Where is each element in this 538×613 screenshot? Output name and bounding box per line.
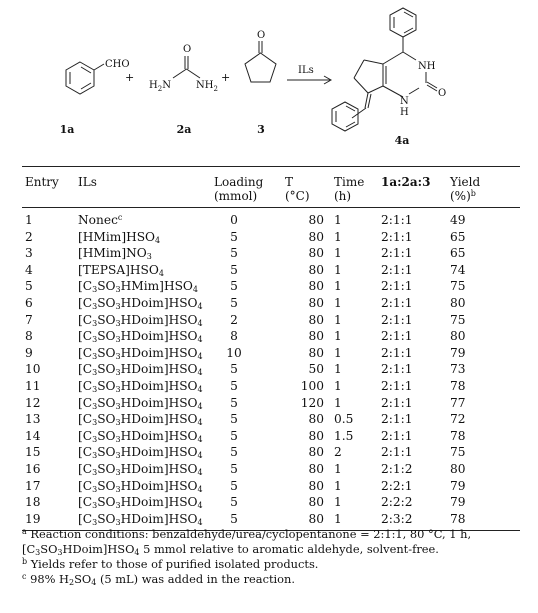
time-cell: 1 (334, 246, 342, 261)
yield-cell: 80 (450, 461, 466, 476)
header-time-unit: (h) (334, 189, 352, 203)
loading-cell: 5 (230, 511, 238, 526)
ratio-cell: 2:1:1 (381, 295, 413, 310)
ratio-cell: 2:1:1 (381, 412, 413, 427)
il-cell: $[C_3SO_3HDoim]HSO_4$ (78, 428, 203, 444)
urea-amine-right: $NH_2$ (196, 80, 218, 93)
table-row (22, 395, 520, 412)
loading-cell: 5 (230, 378, 238, 393)
table-row (22, 478, 520, 495)
reaction-scheme (0, 0, 538, 158)
ratio-cell: 2:3:2 (381, 511, 413, 526)
footnote-c-mark: c (22, 572, 27, 581)
yield-cell: 79 (450, 495, 466, 510)
table-row (22, 295, 520, 312)
cyclopentanone-structure (245, 41, 276, 82)
header-loading-unit: (mmol) (214, 189, 258, 203)
yield-cell: 72 (450, 412, 466, 427)
ratio-cell: 2:1:1 (381, 246, 413, 261)
il-cell: $[C_3SO_3HMim]HSO_4$ (78, 279, 199, 295)
il-cell: $[C_3SO_3HDoim]HSO_4$ (78, 395, 203, 411)
header-yield-label: Yield (450, 175, 481, 189)
il-cell: $[C_3SO_3HDoim]HSO_4$ (78, 312, 203, 328)
time-cell: 1 (334, 295, 342, 310)
loading-cell: 5 (230, 362, 238, 377)
il-cell: $[C_3SO_3HDoim]HSO_4$ (78, 295, 203, 311)
product-oxygen-label: O (438, 88, 447, 99)
loading-cell: 0 (230, 213, 238, 227)
table-row (22, 361, 520, 378)
entry-cell: 5 (25, 279, 33, 294)
footnote-a-mark: a (22, 527, 27, 536)
ratio-cell: 2:1:1 (381, 329, 413, 344)
compound-label-4a: 4a (394, 134, 410, 147)
time-cell: 1 (334, 495, 342, 510)
footnote-a-text: Reaction conditions: benzaldehyde/urea/cyclopentanone = 2:1:1, 80 °C, 1 h, $[C_3SO_3HDoim]HSO_4$ 5 mmol relative to aromatic aldehyde, solvent-free. (22, 527, 472, 557)
header-time-label: Time (334, 175, 365, 189)
yield-cell: 78 (450, 378, 466, 393)
il-cell: $[HMim]NO_3$ (78, 246, 152, 262)
compound-label-1a: 1a (59, 123, 75, 136)
urea-structure (173, 56, 200, 78)
il-cell: $[HMim]HSO_4$ (78, 229, 161, 245)
temperature-cell: 80 (308, 229, 324, 244)
ratio-cell: 2:1:1 (381, 378, 413, 393)
entry-cell: 6 (25, 295, 33, 310)
table-row (22, 494, 520, 511)
product-nh-label: NH (418, 61, 436, 72)
header-ratio: 1a:2a:3 (381, 175, 431, 189)
il-cell: $[C_3SO_3HDoim]HSO_4$ (78, 478, 203, 494)
entry-cell: 12 (25, 395, 41, 410)
yield-cell: 80 (450, 329, 466, 344)
entry-cell: 19 (25, 511, 41, 526)
header-entry: Entry (25, 175, 59, 189)
time-cell: 1 (334, 378, 342, 393)
table-row (22, 345, 520, 362)
ratio-cell: 2:2:1 (381, 478, 413, 493)
header-temperature (285, 175, 310, 203)
temperature-cell: 80 (308, 495, 324, 510)
entry-cell: 3 (25, 246, 33, 261)
time-cell: 0.5 (334, 412, 354, 427)
compound-label-3: 3 (257, 123, 265, 136)
time-cell: 1 (334, 329, 342, 344)
ratio-cell: 2:1:1 (381, 445, 413, 460)
ratio-cell: 2:2:2 (381, 495, 413, 510)
header-t-unit: (°C) (285, 189, 310, 203)
table-body (22, 208, 520, 530)
reaction-arrow (287, 76, 331, 84)
temperature-cell: 80 (308, 412, 324, 427)
loading-cell: 5 (230, 229, 238, 244)
footnote-b (22, 557, 520, 572)
ketone-oxygen-label: O (257, 30, 266, 41)
il-cell: $[C_3SO_3HDoim]HSO_4$ (78, 412, 203, 428)
temperature-cell: 80 (308, 262, 324, 277)
il-cell: $[C_3SO_3HDoim]HSO_4$ (78, 511, 203, 527)
il-cell: $[TEPSA]HSO_4$ (78, 262, 164, 278)
il-footnote-mark: c (117, 213, 123, 222)
temperature-cell: 80 (308, 511, 324, 526)
temperature-cell: 100 (300, 378, 324, 393)
yield-cell: 49 (450, 213, 466, 227)
yield-cell: 65 (450, 229, 466, 244)
plus-sign-2: + (221, 71, 231, 84)
table-header (22, 167, 520, 207)
loading-cell: 10 (226, 345, 242, 360)
arrow-condition-label: ILs (298, 65, 314, 76)
il-cell: $[C_3SO_3HDoim]HSO_4$ (78, 495, 203, 511)
il-cell: $[C_3SO_3HDoim]HSO_4$ (78, 461, 203, 477)
aldehyde-group-label: CHO (105, 59, 130, 70)
table-row (22, 229, 520, 246)
entry-cell: 16 (25, 461, 41, 476)
header-loading (214, 175, 263, 203)
temperature-cell: 80 (308, 428, 324, 443)
loading-cell: 5 (230, 295, 238, 310)
temperature-cell: 80 (308, 478, 324, 493)
entry-cell: 15 (25, 445, 41, 460)
ratio-cell: 2:1:1 (381, 345, 413, 360)
temperature-cell: 80 (308, 461, 324, 476)
yield-cell: 75 (450, 445, 466, 460)
yield-cell: 78 (450, 511, 466, 526)
footnote-c-text: 98% $H_2SO_4$ (5 mL) was added in the reaction. (26, 572, 295, 587)
table-row (22, 411, 520, 428)
temperature-cell: 80 (308, 329, 324, 344)
yield-cell: 77 (450, 395, 466, 410)
footnote-a (22, 527, 520, 557)
yield-cell: 79 (450, 478, 466, 493)
ratio-cell: 2:1:1 (381, 395, 413, 410)
entry-cell: 4 (25, 262, 33, 277)
yield-cell: 75 (450, 312, 466, 327)
table-row (22, 312, 520, 329)
entry-cell: 10 (25, 362, 41, 377)
header-yield-mark: b (470, 189, 476, 198)
table-row (22, 262, 520, 279)
table-row (22, 212, 520, 229)
temperature-cell: 120 (300, 395, 324, 410)
entry-cell: 11 (25, 378, 41, 393)
time-cell: 1 (334, 511, 342, 526)
time-cell: 1.5 (334, 428, 354, 443)
yield-cell: 75 (450, 279, 466, 294)
benzaldehyde-structure (66, 62, 104, 94)
il-cell: $[C_3SO_3HDoim]HSO_4$ (78, 329, 203, 345)
header-loading-label: Loading (214, 175, 264, 189)
loading-cell: 5 (230, 445, 238, 460)
time-cell: 1 (334, 279, 342, 294)
temperature-cell: 80 (308, 345, 324, 360)
temperature-cell: 80 (308, 246, 324, 261)
plus-sign-1: + (125, 71, 135, 84)
header-time (334, 175, 364, 203)
table-row (22, 278, 520, 295)
entry-cell: 13 (25, 412, 41, 427)
entry-cell: 7 (25, 312, 33, 327)
compound-label-2a: 2a (176, 123, 192, 136)
urea-nh2-n: NH (196, 80, 214, 91)
table-row (22, 245, 520, 262)
table-row (22, 461, 520, 478)
ratio-cell: 2:1:1 (381, 279, 413, 294)
temperature-cell: 80 (308, 295, 324, 310)
il-cell: Nonec$^c$ (78, 213, 123, 227)
header-ils: ILs (78, 175, 97, 189)
optimization-table (22, 166, 520, 531)
urea-amine-left: $H_2N$ (149, 80, 171, 93)
yield-cell: 65 (450, 246, 466, 261)
loading-cell: 5 (230, 279, 238, 294)
temperature-cell: 80 (308, 279, 324, 294)
time-cell: 1 (334, 312, 342, 327)
product-n-label: N (400, 96, 409, 107)
entry-cell: 1 (25, 213, 33, 227)
loading-cell: 5 (230, 246, 238, 261)
loading-cell: 2 (230, 312, 238, 327)
entry-cell: 2 (25, 229, 33, 244)
loading-cell: 5 (230, 412, 238, 427)
il-cell: $[C_3SO_3HDoim]HSO_4$ (78, 362, 203, 378)
ratio-cell: 2:1:1 (381, 229, 413, 244)
temperature-cell: 50 (308, 362, 324, 377)
time-cell: 1 (334, 229, 342, 244)
loading-cell: 5 (230, 428, 238, 443)
ratio-cell: 2:1:1 (381, 312, 413, 327)
time-cell: 1 (334, 345, 342, 360)
time-cell: 1 (334, 478, 342, 493)
yield-cell: 79 (450, 345, 466, 360)
table-footnotes (22, 527, 520, 587)
loading-cell: 5 (230, 461, 238, 476)
il-cell: $[C_3SO_3HDoim]HSO_4$ (78, 378, 203, 394)
ratio-cell: 2:1:1 (381, 213, 413, 227)
ratio-cell: 2:1:2 (381, 461, 413, 476)
loading-cell: 5 (230, 478, 238, 493)
footnote-b-text: Yields refer to those of purified isolated products. (27, 557, 319, 571)
table-row (22, 428, 520, 445)
ratio-cell: 2:1:1 (381, 262, 413, 277)
temperature-cell: 80 (308, 445, 324, 460)
entry-cell: 9 (25, 345, 33, 360)
urea-oxygen-label: O (183, 44, 192, 55)
temperature-cell: 80 (308, 213, 324, 227)
ratio-cell: 2:1:1 (381, 362, 413, 377)
table-row (22, 444, 520, 461)
entry-cell: 17 (25, 478, 41, 493)
il-cell: $[C_3SO_3HDoim]HSO_4$ (78, 445, 203, 461)
entry-cell: 18 (25, 495, 41, 510)
footnote-b-mark: b (22, 557, 28, 566)
time-cell: 1 (334, 461, 342, 476)
time-cell: 1 (334, 362, 342, 377)
header-t-label: T (285, 175, 294, 189)
time-cell: 1 (334, 262, 342, 277)
header-yield (450, 175, 480, 203)
header-yield-unit: (%) (450, 189, 471, 203)
time-cell: 1 (334, 395, 342, 410)
yield-cell: 78 (450, 428, 466, 443)
loading-cell: 5 (230, 262, 238, 277)
urea-h2n-h: H (149, 80, 158, 91)
entry-cell: 8 (25, 329, 33, 344)
product-h-label: H (400, 107, 409, 118)
ratio-cell: 2:1:1 (381, 428, 413, 443)
yield-cell: 74 (450, 262, 466, 277)
yield-cell: 73 (450, 362, 466, 377)
temperature-cell: 80 (308, 312, 324, 327)
il-cell: $[C_3SO_3HDoim]HSO_4$ (78, 345, 203, 361)
time-cell: 2 (334, 445, 342, 460)
time-cell: 1 (334, 213, 342, 227)
entry-cell: 14 (25, 428, 41, 443)
table-row (22, 328, 520, 345)
loading-cell: 5 (230, 395, 238, 410)
footnote-c (22, 572, 520, 587)
table-row (22, 511, 520, 528)
loading-cell: 8 (230, 329, 238, 344)
table-row (22, 378, 520, 395)
yield-cell: 80 (450, 295, 466, 310)
loading-cell: 5 (230, 495, 238, 510)
